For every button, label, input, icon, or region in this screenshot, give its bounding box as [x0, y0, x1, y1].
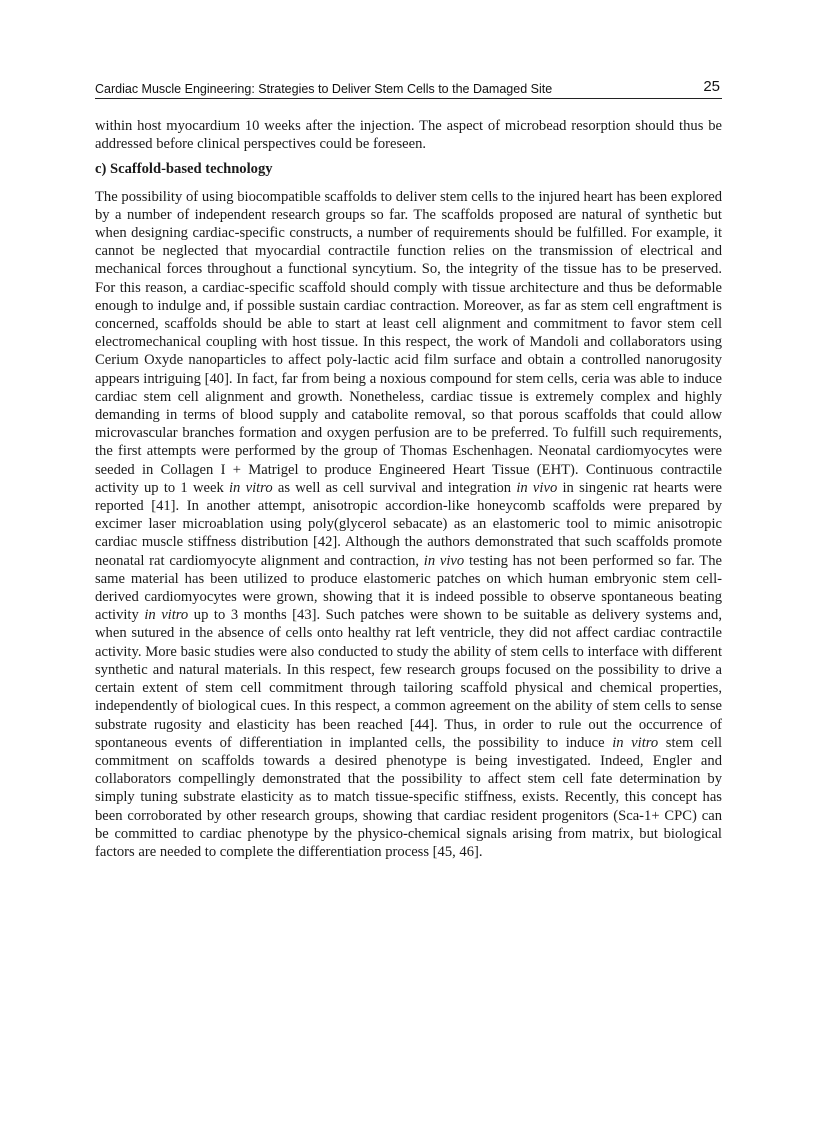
body-text — [95, 117, 722, 861]
paragraph-text: in singenic rat hearts were reported [41]. In another attempt, anisotropic accordion-like honeycomb scaffolds were prepared by excimer laser microablation using poly(glycerol sebacate) as an elastomeric tool to mimic anisotropic cardiac muscle stiffness distribution [42]. Although the authors demonstrated that such scaffolds promote neonatal rat cardiomyocyte alignment and contraction, — [95, 479, 723, 569]
paragraph-text: up to 3 months [43]. Such patches were shown to be suitable as delivery systems and, when sutured in the absence of cells onto healthy rat left ventricle, they did not affect cardiac contractile activity. More basic studies were also conducted to study the ability of stem cells to interface with different synthetic and natural materials. In this respect, few research groups focused on the possibility to drive a certain extent of stem cell commitment through tailoring scaffold physical and chemical properties, independently of biological cues. In this respect, a common agreement on the ability of stem cells to sense substrate rugosity and elasticity has been reached [44]. Thus, in order to rule out the occurrence of spontaneous events of differentiation in implanted cells, the possibility to induce — [95, 607, 722, 751]
continuation-paragraph: within host myocardium 10 weeks after the injection. The aspect of microbead resorption should thus be addressed before clinical perspectives could be foreseen. — [95, 118, 722, 153]
running-header — [95, 76, 722, 99]
scaffold-paragraph — [95, 188, 722, 862]
italic-term: in vivo — [423, 552, 465, 569]
italic-term: in vitro — [612, 734, 659, 751]
italic-term: in vivo — [516, 479, 558, 496]
section-heading: c) Scaffold-based technology — [95, 161, 273, 178]
paragraph-text: testing has not been performed so far. The same material has been utilized to produce elastomeric patches on which human embryonic stem cell-derived cardiomyocytes were grown, showing that it is indeed possible to observe spontaneous beating activity — [95, 552, 722, 624]
paragraph-text: stem cell commitment on scaffolds towards a desired phenotype is being investigated. Indeed, Engler and collaborators compellingly demonstrated that the possibility to affect stem cell fate determination by simply tuning substrate elasticity as to match tissue-specific stiffness, exists. Recently, this concept has been corroborated by other research groups, showing that cardiac resident progenitors (Sca-1+ CPC) can be committed to cardiac phenotype by the physico-chemical signals arising from matrix, but biological factors are needed to complete the differentiation process [45, 46]. — [95, 734, 722, 860]
page-number: 25 — [703, 78, 720, 95]
italic-term: in vitro — [229, 479, 273, 496]
running-title: Cardiac Muscle Engineering: Strategies to Deliver Stem Cells to the Damaged Site — [95, 82, 553, 96]
paragraph-text: The possibility of using biocompatible scaffolds to deliver stem cells to the injured heart has been explored by a number of independent research groups so far. The scaffolds proposed are natural of synthetic but when designing cardiac-specific constructs, a number of requirements should be fulfilled. For example, it cannot be neglected that myocardial contractile function relies on the transmission of electrical and mechanical forces throughout a functional syncytium. So, the integrity of the tissue has to be preserved. For this reason, a cardiac-specific scaffold should comply with tissue architecture and thus be deformable enough to indulge and, if possible sustain cardiac contraction. Moreover, as far as stem cell engraftment is concerned, scaffolds should be able to start at least cell alignment and commitment to favor stem cell electromechanical coupling with host tissue. In this respect, the work of Mandoli and collaborators using Cerium Oxyde nanoparticles to affect poly-lactic acid film surface and obtain a controlled nanorugosity appears intriguing [40]. In fact, far from being a noxious compound for stem cells, ceria was able to induce cardiac stem cell alignment and growth. Nonetheless, cardiac tissue is extremely complex and highly demanding in terms of blood supply and catabolite removal, so that porous scaffolds that could allow microvascular branches formation and oxygen perfusion are to be preferred. To fulfill such requirements, the first attempts were performed by the group of Thomas Eschenhagen. Neonatal cardiomyocytes were seeded in Collagen I + Matrigel to produce Engineered Heart Tissue (EHT). Continuous contractile activity up to 1 week — [95, 188, 722, 496]
italic-term: in vitro — [144, 607, 189, 624]
paragraph-text: as well as cell survival and integration — [272, 479, 517, 496]
